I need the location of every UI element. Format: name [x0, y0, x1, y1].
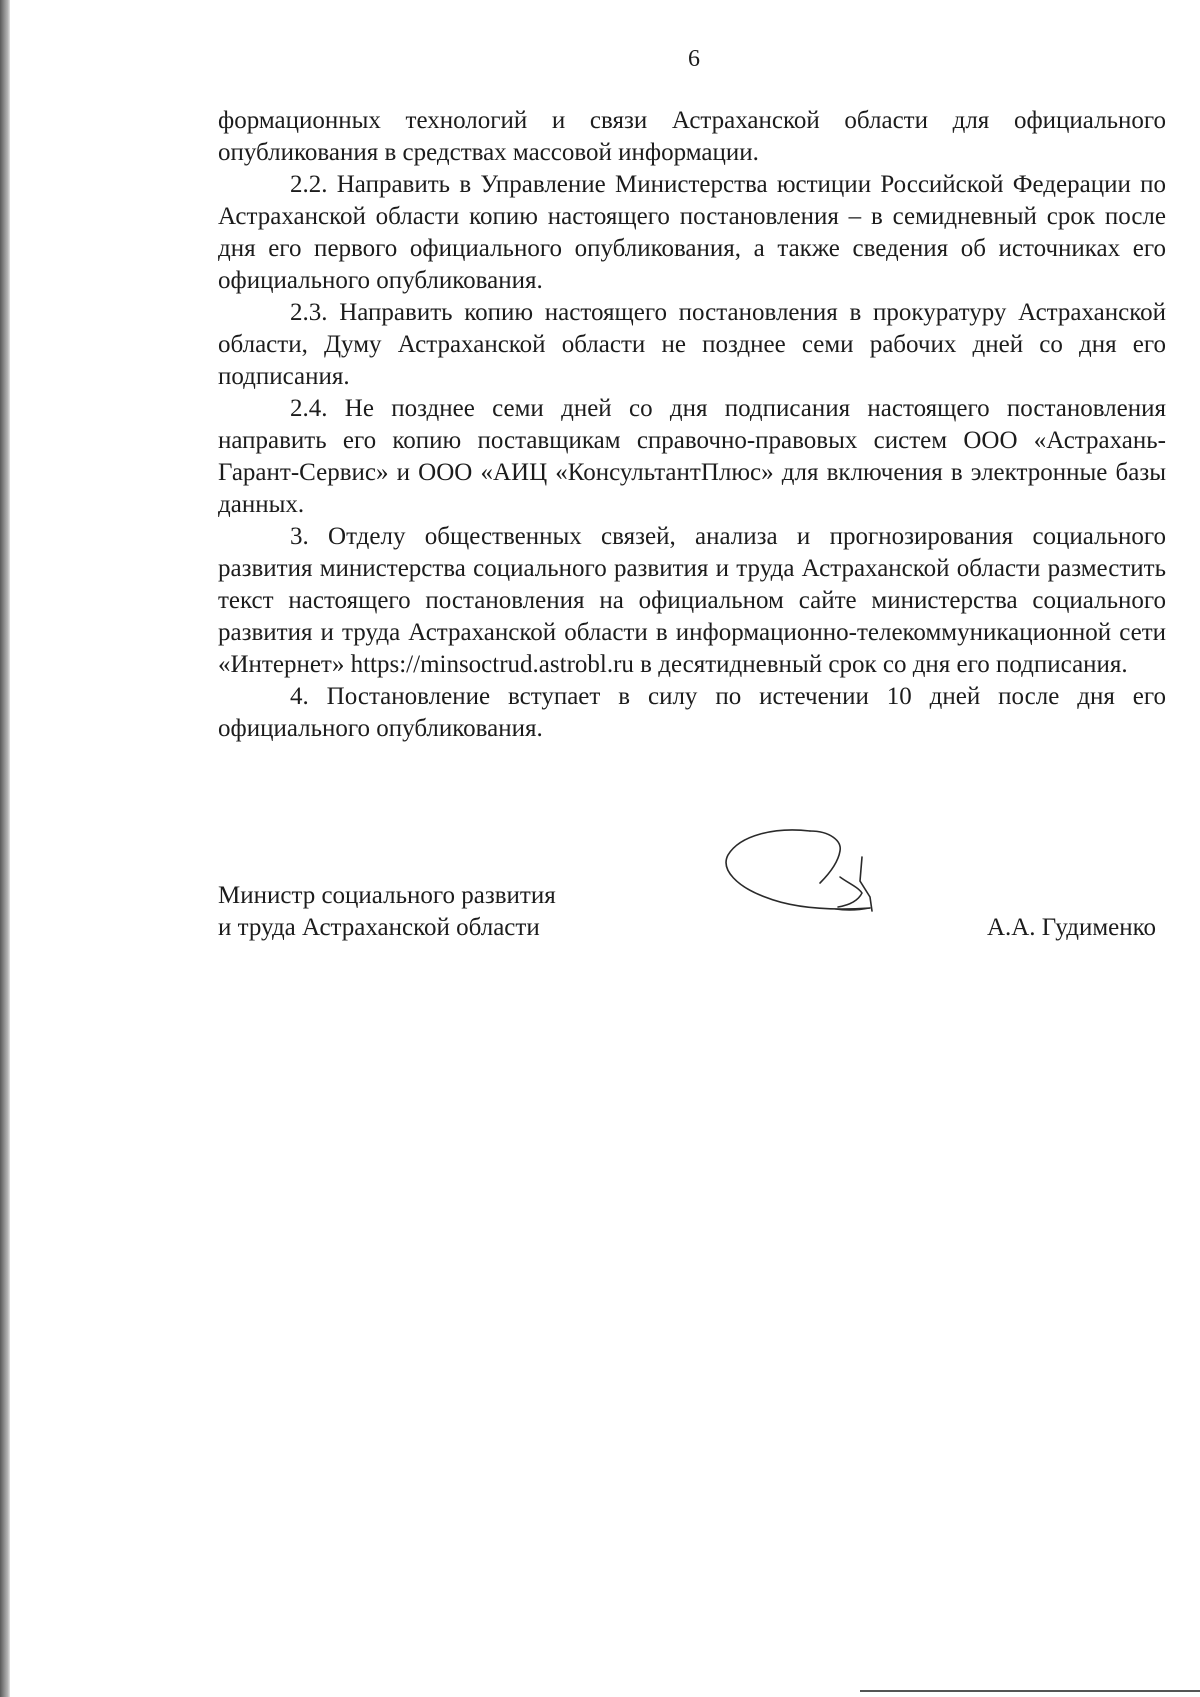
page-number: 6 — [688, 46, 700, 72]
signer-title-line-1: Министр социального развития — [218, 882, 556, 909]
paragraph-3: 3. Отделу общественных связей, анализа и прогнозирования социального развития министерства социального развития и труда Астраханской области разместить текст настоящего постановления на официальном сайте министерства социального развития и труда Астраханской области в информационно-телекоммуникационной сети «Интернет» https://minsoctrud.astrobl.ru в десятидневный срок со дня его подписания. — [218, 523, 1166, 678]
signer-name: А.А. Гудименко — [986, 914, 1156, 941]
scan-bottom-edge — [860, 1690, 1200, 1692]
signature-block — [218, 880, 1166, 960]
paragraph-2-3: 2.3. Направить копию настоящего постановления в прокуратуру Астраханской области, Думу Астраханской области не позднее семи рабочих дней со дня его подписания. — [218, 299, 1166, 390]
document-body — [218, 105, 1166, 745]
paragraph-2-4: 2.4. Не позднее семи дней со дня подписания настоящего постановления направить его копию поставщикам справочно-правовых систем ООО «Астрахань-Гарант-Сервис» и ООО «АИЦ «КонсультантПлюс» для включения в электронные базы данных. — [218, 395, 1166, 518]
signer-title — [218, 880, 556, 944]
paragraph-continuation: формационных технологий и связи Астраханской области для официального опубликования в средствах массовой информации. — [218, 107, 1166, 166]
paragraph-2-2: 2.2. Направить в Управление Министерства юстиции Российской Федерации по Астраханской области копию настоящего постановления – в семидневный срок после дня его первого официального опубликования, а также сведения об источниках его официального опубликования. — [218, 171, 1166, 294]
paragraph-4: 4. Постановление вступает в силу по истечении 10 дней после дня его официального опубликования. — [218, 683, 1166, 742]
signer-title-line-2: и труда Астраханской области — [218, 914, 540, 941]
scan-left-edge — [0, 0, 10, 1697]
handwritten-signature-icon — [720, 825, 895, 935]
